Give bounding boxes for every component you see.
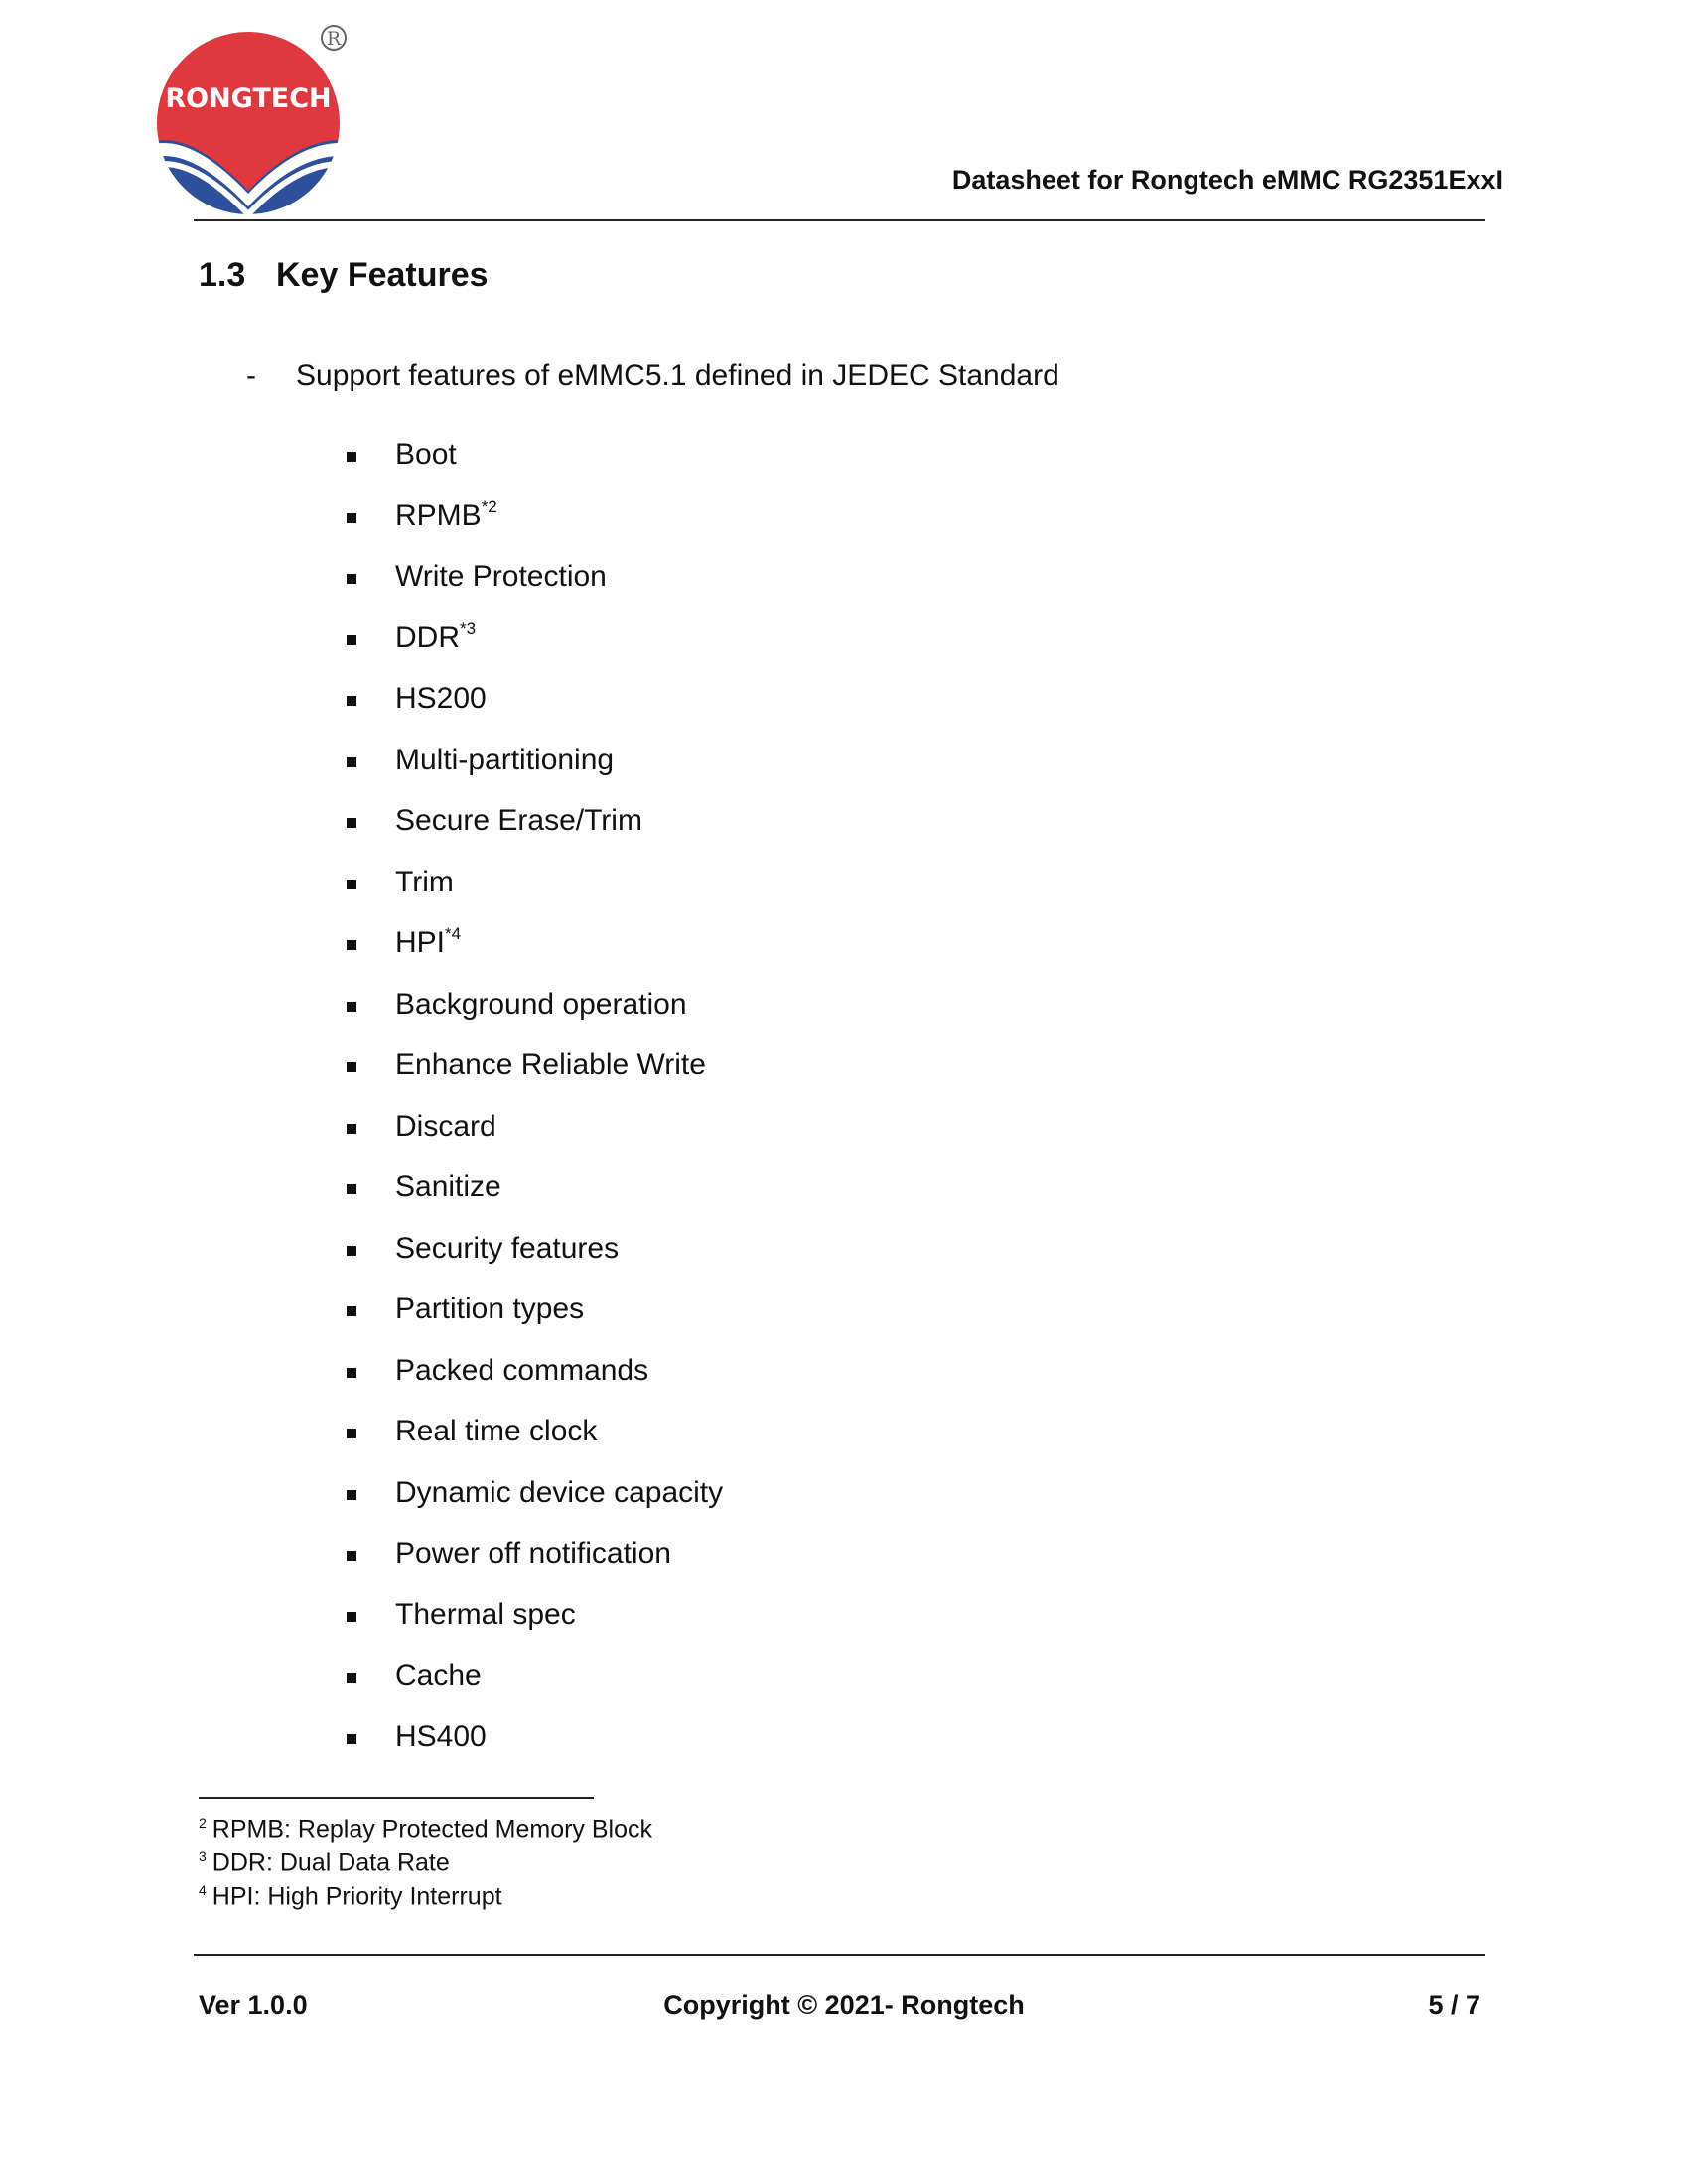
feature-item <box>0 866 894 909</box>
feature-item <box>0 988 894 1031</box>
section-title: Key Features <box>276 256 489 294</box>
square-bullet-icon <box>347 1184 356 1194</box>
square-bullet-icon <box>347 757 356 767</box>
feature-text: Power off notification <box>395 1537 671 1570</box>
square-bullet-icon <box>347 1246 356 1256</box>
feature-label <box>395 1110 496 1144</box>
footnote-reference: *2 <box>481 496 497 516</box>
feature-text: Trim <box>395 865 454 898</box>
feature-label <box>395 866 454 899</box>
footnote-separator <box>199 1797 594 1799</box>
square-bullet-icon <box>347 1734 356 1744</box>
feature-label <box>395 1048 706 1082</box>
feature-label <box>395 1354 648 1388</box>
feature-label <box>395 1659 482 1693</box>
feature-label <box>395 496 497 533</box>
feature-label <box>395 1232 619 1266</box>
square-bullet-icon <box>347 1062 356 1072</box>
feature-text: Real time clock <box>395 1415 598 1447</box>
feature-item <box>0 618 894 665</box>
feature-text: HS400 <box>395 1719 487 1753</box>
logo-wordmark: RONGTECH <box>165 83 332 114</box>
footnote <box>199 1848 652 1882</box>
feature-text: Boot <box>395 438 457 471</box>
feature-text: Secure Erase/Trim <box>395 804 642 837</box>
square-bullet-icon <box>347 696 356 706</box>
feature-item <box>0 926 894 970</box>
footnote <box>199 1815 652 1848</box>
square-bullet-icon <box>347 880 356 889</box>
feature-text: Enhance Reliable Write <box>395 1048 706 1081</box>
feature-text: HS200 <box>395 682 487 715</box>
feature-text: Sanitize <box>395 1170 501 1203</box>
feature-label <box>395 1415 597 1448</box>
rongtech-logo <box>154 24 352 222</box>
square-bullet-icon <box>347 1490 356 1500</box>
feature-label <box>395 1720 487 1754</box>
feature-item <box>0 496 894 543</box>
feature-label <box>395 618 477 655</box>
feature-item <box>0 804 894 848</box>
square-bullet-icon <box>347 1612 356 1622</box>
footnote-text: RPMB: Replay Protected Memory Block <box>211 1815 652 1843</box>
footnote-text: DDR: Dual Data Rate <box>211 1848 450 1877</box>
square-bullet-icon <box>347 635 356 645</box>
square-bullet-icon <box>347 1306 356 1316</box>
footer-divider <box>194 1954 1485 1956</box>
feature-label <box>395 682 487 716</box>
feature-item <box>0 744 894 787</box>
feature-item <box>0 560 894 604</box>
feature-label <box>395 988 687 1022</box>
feature-label <box>395 1293 584 1326</box>
feature-text: Security features <box>395 1231 620 1265</box>
intro-dash: - <box>246 359 256 392</box>
feature-text: Multi-partitioning <box>395 743 615 776</box>
footnote <box>199 1882 652 1916</box>
footnote-mark: 2 <box>199 1815 207 1831</box>
square-bullet-icon <box>347 1368 356 1378</box>
feature-label <box>395 804 642 838</box>
feature-label <box>395 1598 576 1632</box>
square-bullet-icon <box>347 1429 356 1438</box>
square-bullet-icon <box>347 1551 356 1561</box>
footnote-text: HPI: High Priority Interrupt <box>211 1882 502 1911</box>
feature-label <box>395 1476 723 1510</box>
square-bullet-icon <box>347 818 356 828</box>
feature-text: DDR <box>395 620 460 654</box>
square-bullet-icon <box>347 1002 356 1012</box>
feature-item <box>0 1354 894 1398</box>
section-heading <box>199 256 489 295</box>
footnote-mark: 4 <box>199 1882 207 1898</box>
square-bullet-icon <box>347 1124 356 1134</box>
footer-version: Ver 1.0.0 <box>199 1990 308 2020</box>
footer-copyright: Copyright © 2021- Rongtech <box>663 1990 1025 2020</box>
feature-item <box>0 1170 894 1214</box>
feature-text: Partition types <box>395 1293 585 1325</box>
section-number: 1.3 <box>199 256 246 294</box>
square-bullet-icon <box>347 940 356 950</box>
document-header-title: Datasheet for Rongtech eMMC RG2351ExxI <box>951 165 1503 195</box>
feature-item <box>0 1659 894 1703</box>
registered-mark-icon: R <box>326 28 342 50</box>
feature-item <box>0 1537 894 1580</box>
square-bullet-icon <box>347 574 356 584</box>
footnote-mark: 3 <box>199 1848 207 1864</box>
feature-label <box>395 1170 501 1204</box>
feature-text: Dynamic device capacity <box>395 1475 724 1509</box>
feature-item <box>0 438 894 481</box>
feature-text: Packed commands <box>395 1353 649 1387</box>
footnotes <box>199 1815 652 1916</box>
square-bullet-icon <box>347 513 356 523</box>
square-bullet-icon <box>347 452 356 462</box>
feature-text: HPI <box>395 926 446 959</box>
feature-text: Thermal spec <box>395 1597 576 1631</box>
feature-item <box>0 1598 894 1642</box>
feature-item <box>0 682 894 726</box>
feature-item <box>0 1048 894 1092</box>
feature-label <box>395 926 461 960</box>
feature-text: Write Protection <box>395 560 607 593</box>
intro-text: Support features of eMMC5.1 defined in JEDEC Standard <box>296 359 1059 392</box>
footnote-reference: *4 <box>445 924 462 943</box>
footer-page-number: 5 / 7 <box>1428 1990 1480 2020</box>
square-bullet-icon <box>347 1673 356 1683</box>
feature-item <box>0 1476 894 1520</box>
feature-label <box>395 1537 671 1570</box>
feature-item <box>0 1110 894 1154</box>
feature-item <box>0 1720 894 1764</box>
feature-text: Background operation <box>395 987 687 1021</box>
feature-item <box>0 1415 894 1458</box>
feature-text: RPMB <box>395 498 482 532</box>
footnote-reference: *3 <box>460 618 477 638</box>
feature-item <box>0 1293 894 1336</box>
feature-label <box>395 560 607 594</box>
feature-text: Discard <box>395 1109 496 1143</box>
header-divider <box>194 219 1485 221</box>
feature-text: Cache <box>395 1659 482 1692</box>
feature-item <box>0 1232 894 1276</box>
feature-label <box>395 438 457 472</box>
feature-label <box>395 744 614 777</box>
